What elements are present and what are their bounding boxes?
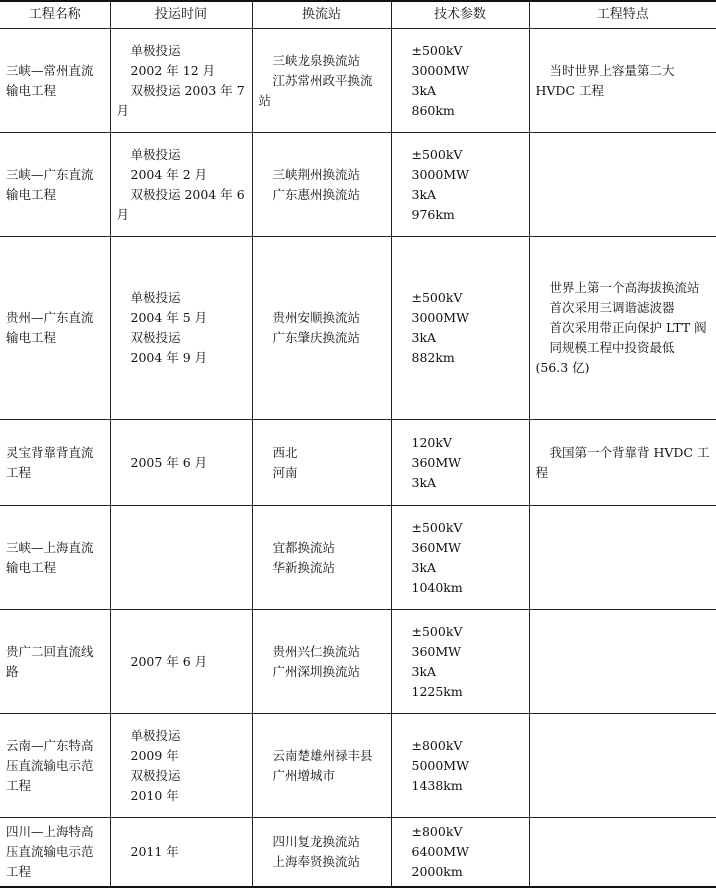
project-name-cell: 灵宝背靠背直流工程 [0,420,110,506]
station-cell: 四川复龙换流站 上海奉贤换流站 [252,818,391,888]
header-converter-station: 换流站 [252,1,391,29]
header-row [0,1,716,29]
features-cell [529,610,716,714]
features-cell: 我国第一个背靠背 HVDC 工程 [529,420,716,506]
header-project-name: 工程名称 [0,1,110,29]
commission-time-cell: 单极投运 2004 年 5 月 双极投运 2004 年 9 月 [110,237,252,420]
table-row [0,237,716,420]
features-cell: 世界上第一个高海拔换流站 首次采用三调谐滤波器 首次采用带正向保护 LTT 阀 同规模工程中投资最低 (56.3 亿) [529,237,716,420]
table-row [0,420,716,506]
params-cell: ±500kV 3000MW 3kA 860km [391,29,529,133]
project-name-cell: 云南—广东特高压直流输电示范工程 [0,714,110,818]
station-cell: 三峡龙泉换流站 江苏常州政平换流站 [252,29,391,133]
project-name-cell: 三峡—上海直流输电工程 [0,506,110,610]
params-cell: ±800kV 5000MW 1438km [391,714,529,818]
header-tech-params: 技术参数 [391,1,529,29]
table-row [0,29,716,133]
station-cell: 云南楚雄州禄丰县 广州增城市 [252,714,391,818]
params-cell: ±500kV 3000MW 3kA 976km [391,133,529,237]
project-name-cell: 贵广二回直流线路 [0,610,110,714]
params-cell: ±500kV 3000MW 3kA 882km [391,237,529,420]
commission-time-cell: 单极投运 2009 年 双极投运 2010 年 [110,714,252,818]
features-cell [529,714,716,818]
features-cell [529,133,716,237]
table-row [0,133,716,237]
commission-time-cell [110,506,252,610]
commission-time-cell: 2005 年 6 月 [110,420,252,506]
header-commission-time: 投运时间 [110,1,252,29]
commission-time-cell: 2011 年 [110,818,252,888]
project-name-cell: 三峡—广东直流输电工程 [0,133,110,237]
table-row [0,610,716,714]
features-cell: 当时世界上容量第二大 HVDC 工程 [529,29,716,133]
station-cell: 宜都换流站 华新换流站 [252,506,391,610]
params-cell: ±800kV 6400MW 2000km [391,818,529,888]
station-cell: 贵州安顺换流站 广东肇庆换流站 [252,237,391,420]
station-cell: 西北 河南 [252,420,391,506]
params-cell: ±500kV 360MW 3kA 1225km [391,610,529,714]
features-cell [529,818,716,888]
params-cell: ±500kV 360MW 3kA 1040km [391,506,529,610]
commission-time-cell: 2007 年 6 月 [110,610,252,714]
table-row [0,818,716,888]
project-name-cell: 贵州—广东直流输电工程 [0,237,110,420]
project-name-cell: 三峡—常州直流输电工程 [0,29,110,133]
station-cell: 贵州兴仁换流站 广州深圳换流站 [252,610,391,714]
station-cell: 三峡荆州换流站 广东惠州换流站 [252,133,391,237]
params-cell: 120kV 360MW 3kA [391,420,529,506]
commission-time-cell: 单极投运 2004 年 2 月 双极投运 2004 年 6 月 [110,133,252,237]
header-features: 工程特点 [529,1,716,29]
features-cell [529,506,716,610]
commission-time-cell: 单极投运 2002 年 12 月 双极投运 2003 年 7 月 [110,29,252,133]
table-row [0,714,716,818]
project-name-cell: 四川—上海特高压直流输电示范工程 [0,818,110,888]
table-row [0,506,716,610]
